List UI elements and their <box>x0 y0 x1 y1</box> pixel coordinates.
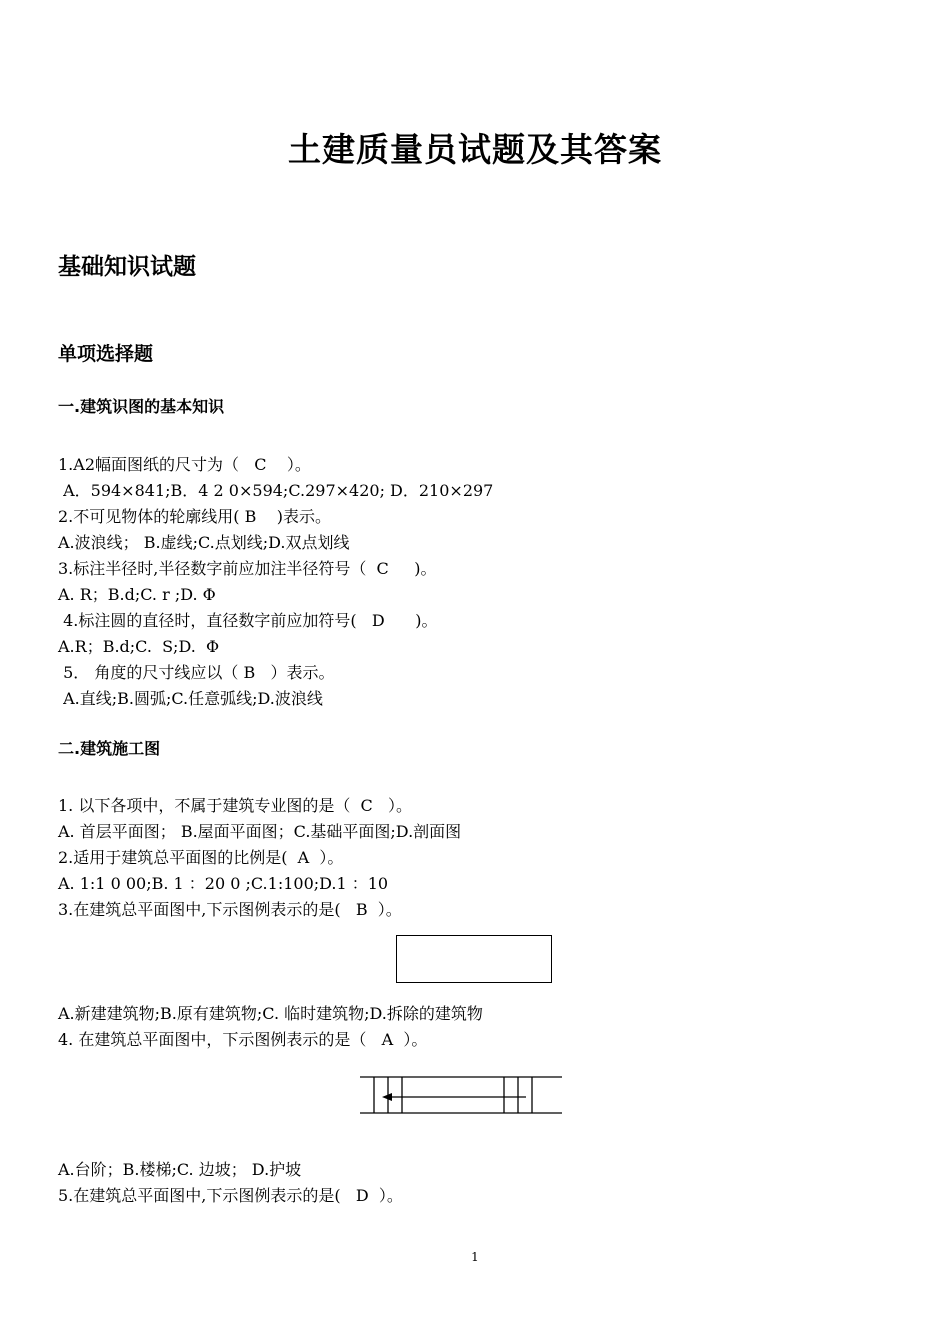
option-line: A.波浪线； B.虚线;C.点划线;D.双点划线 <box>58 533 350 552</box>
question-line: 2.不可见物体的轮廓线用( B )表示。 <box>58 507 331 526</box>
part1-heading: 一.建筑识图的基本知识 <box>58 397 225 416</box>
section-heading: 基础知识试题 <box>58 254 196 280</box>
option-line: A.R；B.d;C. S;D. Φ <box>58 637 220 656</box>
document-title: 土建质量员试题及其答案 <box>288 130 662 169</box>
legend-steps-figure <box>360 1073 562 1117</box>
option-line: A.新建建筑物;B.原有建筑物;C. 临时建筑物;D.拆除的建筑物 <box>58 1004 483 1023</box>
question-line: 5． 角度的尺寸线应以（ B ）表示。 <box>58 663 335 682</box>
option-line: A．594×841;B．4 2 0×594;C.297×420; D．210×297 <box>58 481 494 500</box>
question-line: 5.在建筑总平面图中,下示图例表示的是( D ）。 <box>58 1186 403 1205</box>
question-line: 3.在建筑总平面图中,下示图例表示的是( B ）。 <box>58 900 402 919</box>
question-line: 3.标注半径时,半径数字前应加注半径符号（ C )。 <box>58 559 437 578</box>
question-line: 1.A2幅面图纸的尺寸为（ C ）。 <box>58 455 311 474</box>
part2-heading: 二.建筑施工图 <box>58 739 161 758</box>
option-line: A. R；B.d;C. r ;D. Φ <box>58 585 216 604</box>
option-line: A.台阶；B.楼梯;C. 边坡； D.护坡 <box>58 1160 302 1179</box>
question-line: 4. 在建筑总平面图中，下示图例表示的是（ A ）。 <box>58 1030 428 1049</box>
question-line: 1. 以下各项中，不属于建筑专业图的是（ C ）。 <box>58 796 413 815</box>
option-line: A. 首层平面图； B.屋面平面图；C.基础平面图;D.剖面图 <box>58 822 462 841</box>
page-number: 1 <box>471 1250 479 1264</box>
legend-rectangle-figure <box>396 935 552 983</box>
question-line: 2.适用于建筑总平面图的比例是( A ）。 <box>58 848 344 867</box>
subsection-heading: 单项选择题 <box>58 343 154 365</box>
option-line: A.直线;B.圆弧;C.任意弧线;D.波浪线 <box>58 689 323 708</box>
option-line: A. 1:1 0 00;B. 1 ：20 0 ;C.1:100;D.1 ：10 <box>58 874 389 893</box>
question-line: 4.标注圆的直径时，直径数字前应加符号( D )。 <box>58 611 438 630</box>
